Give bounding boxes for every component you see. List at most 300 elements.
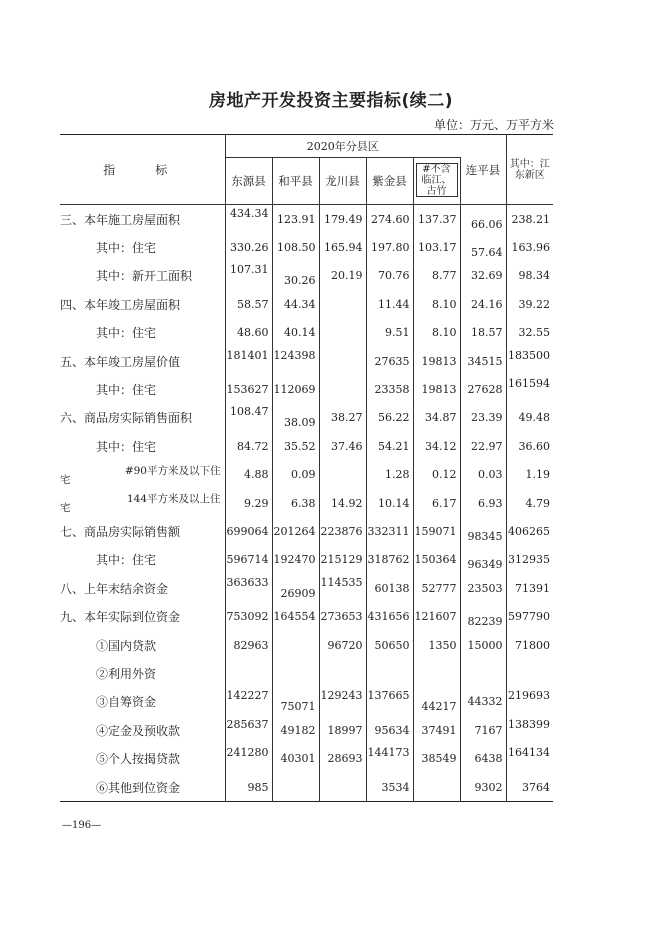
cell-value: 9.51 [385, 326, 410, 340]
column-header-heping: 和平县 [272, 158, 319, 205]
value-cell [413, 461, 460, 489]
value-cell [225, 290, 272, 318]
cell-value: 34.87 [425, 411, 457, 425]
value-cell [272, 489, 319, 517]
cell-value: 27635 [374, 354, 410, 368]
cell-value: 6.17 [432, 496, 457, 510]
value-cell [413, 773, 460, 802]
value-cell [460, 631, 506, 659]
value-cell [225, 375, 272, 403]
value-cell [506, 716, 553, 744]
row-label [60, 461, 225, 489]
page-title: 房地产开发投资主要指标(续二) [208, 91, 454, 111]
row-label-line-1: #90平方米及以下住 [124, 464, 221, 477]
value-cell [225, 602, 272, 630]
cell-value: 82963 [233, 638, 269, 652]
cell-value: 49.48 [518, 411, 550, 425]
table-row [60, 319, 553, 347]
value-cell [319, 262, 366, 290]
cell-value: 48.60 [237, 326, 269, 340]
value-cell [506, 375, 553, 403]
row-label: 八、上年末结余资金 [60, 574, 225, 602]
value-cell [319, 517, 366, 545]
value-cell [506, 461, 553, 489]
row-label: 其中：住宅 [60, 432, 225, 460]
page-number: —196— [62, 820, 102, 831]
cell-value: 22.97 [471, 439, 503, 453]
value-cell [366, 319, 413, 347]
value-cell [413, 205, 460, 234]
cell-value: 98345 [467, 529, 503, 543]
cell-value: 8.77 [432, 269, 457, 283]
value-cell [272, 432, 319, 460]
data-table [60, 134, 553, 802]
county-group-header: 2020年分县区 [225, 135, 460, 158]
cell-value: 18.57 [471, 326, 503, 340]
value-cell [272, 773, 319, 802]
row-label: 三、本年施工房屋面积 [60, 205, 225, 234]
value-cell [366, 262, 413, 290]
cell-value: 28693 [327, 752, 363, 766]
row-label: 七、商品房实际销售额 [60, 517, 225, 545]
value-cell [225, 233, 272, 261]
table-row [60, 347, 553, 375]
column-header-dongyuan: 东源县 [225, 158, 272, 205]
cell-value: 121607 [414, 610, 457, 624]
value-cell [413, 432, 460, 460]
cell-value: 34515 [467, 354, 503, 368]
value-cell [225, 347, 272, 375]
cell-value: 9.29 [244, 496, 269, 510]
value-cell [413, 404, 460, 432]
cell-value: 32.69 [471, 269, 503, 283]
value-cell [460, 489, 506, 517]
table-row [60, 517, 553, 545]
value-cell [506, 404, 553, 432]
row-label [60, 489, 225, 517]
table-row [60, 744, 553, 772]
value-cell [225, 461, 272, 489]
cell-value: 82239 [467, 615, 503, 629]
value-cell [506, 659, 553, 687]
cell-value: 241280 [226, 746, 269, 760]
value-cell [413, 602, 460, 630]
cell-value: 597790 [508, 610, 550, 624]
value-cell [460, 773, 506, 802]
cell-value: 0.12 [432, 468, 457, 482]
value-cell [506, 290, 553, 318]
table-row [60, 375, 553, 403]
cell-value: 6.38 [291, 496, 316, 510]
value-cell [225, 631, 272, 659]
value-cell [272, 631, 319, 659]
value-cell [413, 290, 460, 318]
cell-value: 431656 [367, 610, 410, 624]
cell-value: 312935 [508, 553, 550, 567]
cell-value: 75071 [280, 700, 316, 714]
cell-value: 95634 [374, 723, 410, 737]
cell-value: 10.14 [378, 496, 410, 510]
value-cell [225, 546, 272, 574]
cell-value: 37491 [421, 723, 457, 737]
column-header-longchuan: 龙川县 [319, 158, 366, 205]
cell-value: 38.27 [331, 411, 363, 425]
value-cell [319, 631, 366, 659]
cell-value: 8.10 [432, 326, 457, 340]
value-cell [413, 546, 460, 574]
value-cell [460, 659, 506, 687]
value-cell [460, 574, 506, 602]
value-cell [413, 319, 460, 347]
value-cell [413, 688, 460, 716]
cell-value: 112069 [273, 383, 316, 397]
value-cell [366, 659, 413, 687]
value-cell [319, 432, 366, 460]
value-cell [225, 659, 272, 687]
cell-value: 11.44 [378, 297, 410, 311]
row-label: ②利用外资 [60, 659, 225, 687]
value-cell [460, 347, 506, 375]
cell-value: 159071 [414, 524, 457, 538]
value-cell [413, 517, 460, 545]
value-cell [413, 233, 460, 261]
cell-value: 30.26 [284, 274, 316, 288]
value-cell [506, 546, 553, 574]
table-row [60, 688, 553, 716]
cell-value: 596714 [226, 553, 269, 567]
value-cell [366, 744, 413, 772]
value-cell [319, 489, 366, 517]
table-row [60, 461, 553, 489]
cell-value: 0.03 [478, 468, 503, 482]
cell-value: 238.21 [511, 212, 550, 226]
value-cell [413, 347, 460, 375]
cell-value: 26909 [280, 586, 316, 600]
cell-value: 1.28 [385, 468, 410, 482]
value-cell [460, 404, 506, 432]
cell-value: 9302 [474, 780, 503, 794]
value-cell [460, 546, 506, 574]
column-header-lianping: 连平县 [460, 135, 506, 205]
row-label: ④定金及预收款 [60, 716, 225, 744]
cell-value: 124398 [273, 348, 316, 362]
cell-value: 57.64 [471, 246, 503, 260]
value-cell [366, 688, 413, 716]
cell-value: 37.46 [331, 439, 363, 453]
cell-value: 96349 [467, 558, 503, 572]
cell-value: 24.16 [471, 297, 503, 311]
cell-value: 103.17 [418, 241, 457, 255]
cell-value: 39.22 [518, 297, 550, 311]
cell-value: 129243 [320, 689, 363, 703]
value-cell [272, 262, 319, 290]
table-body [60, 205, 553, 802]
cell-value: 197.80 [371, 241, 410, 255]
value-cell [225, 205, 272, 234]
value-cell [272, 461, 319, 489]
column-header-jiangdong-text: 其中：江东新区 [509, 158, 550, 181]
cell-value: 23358 [374, 383, 410, 397]
value-cell [506, 574, 553, 602]
value-cell [319, 375, 366, 403]
row-label: 四、本年竣工房屋面积 [60, 290, 225, 318]
cell-value: 137.37 [418, 212, 457, 226]
data-table-container [60, 134, 553, 802]
value-cell [413, 375, 460, 403]
value-cell [366, 773, 413, 802]
table-row [60, 233, 553, 261]
value-cell [272, 546, 319, 574]
cell-value: 14.92 [331, 496, 363, 510]
cell-value: 318762 [367, 553, 410, 567]
cell-value: 181401 [226, 348, 269, 362]
value-cell [366, 432, 413, 460]
value-cell [319, 602, 366, 630]
cell-value: 434.34 [230, 206, 269, 220]
value-cell [225, 404, 272, 432]
cell-value: 0.09 [291, 468, 316, 482]
row-label: 其中：住宅 [60, 233, 225, 261]
row-label: 其中：新开工面积 [60, 262, 225, 290]
cell-value: 71800 [515, 638, 550, 652]
cell-value: 38549 [421, 752, 457, 766]
value-cell [413, 659, 460, 687]
cell-value: 40.14 [284, 326, 316, 340]
value-cell [366, 631, 413, 659]
value-cell [506, 489, 553, 517]
cell-value: 285637 [226, 717, 269, 731]
value-cell [319, 546, 366, 574]
cell-value: 406265 [508, 524, 550, 538]
cell-value: 161594 [508, 377, 550, 391]
cell-value: 19813 [421, 383, 457, 397]
value-cell [225, 517, 272, 545]
value-cell [460, 233, 506, 261]
cell-value: 985 [247, 780, 269, 794]
header-row-1 [60, 135, 553, 158]
table-row [60, 262, 553, 290]
cell-value: 54.21 [378, 439, 410, 453]
value-cell [506, 233, 553, 261]
cell-value: 183500 [508, 348, 550, 362]
value-cell [319, 461, 366, 489]
cell-value: 138399 [508, 717, 550, 731]
table-row [60, 205, 553, 234]
cell-value: 15000 [467, 638, 503, 652]
value-cell [225, 489, 272, 517]
cell-value: 142227 [226, 689, 269, 703]
row-label: 九、本年实际到位资金 [60, 602, 225, 630]
value-cell [366, 461, 413, 489]
cell-value: 164554 [273, 610, 316, 624]
cell-value: 34.12 [425, 439, 457, 453]
row-label-line-1: 144平方米及以上住 [126, 492, 221, 505]
value-cell [319, 688, 366, 716]
value-cell [272, 688, 319, 716]
value-cell [506, 205, 553, 234]
row-label-line-2: 宅 [60, 502, 71, 515]
unit-note: 单位：万元、万平方米 [433, 118, 554, 132]
value-cell [413, 631, 460, 659]
cell-value: 3764 [522, 780, 550, 794]
table-row [60, 716, 553, 744]
cell-value: 19813 [421, 354, 457, 368]
value-cell [366, 347, 413, 375]
table-row [60, 659, 553, 687]
row-label: 六、商品房实际销售面积 [60, 404, 225, 432]
value-cell [460, 205, 506, 234]
value-cell [366, 489, 413, 517]
table-row [60, 432, 553, 460]
cell-value: 150364 [414, 553, 457, 567]
value-cell [460, 290, 506, 318]
cell-value: 215129 [320, 553, 363, 567]
cell-value: 52777 [421, 581, 457, 595]
value-cell [506, 631, 553, 659]
table-row [60, 404, 553, 432]
value-cell [272, 375, 319, 403]
value-cell [366, 290, 413, 318]
cell-value: 40301 [280, 752, 316, 766]
value-cell [225, 262, 272, 290]
cell-value: 153627 [226, 383, 269, 397]
cell-value: 7167 [474, 723, 503, 737]
cell-value: 44332 [467, 695, 503, 709]
cell-value: 58.57 [237, 297, 269, 311]
value-cell [506, 517, 553, 545]
value-cell [460, 461, 506, 489]
value-cell [506, 432, 553, 460]
row-label: 其中：住宅 [60, 546, 225, 574]
cell-value: 96720 [327, 638, 363, 652]
value-cell [366, 205, 413, 234]
value-cell [272, 290, 319, 318]
value-cell [319, 205, 366, 234]
cell-value: 274.60 [371, 212, 410, 226]
cell-value: 3534 [381, 780, 410, 794]
value-cell [506, 602, 553, 630]
value-cell [366, 546, 413, 574]
value-cell [413, 489, 460, 517]
cell-value: 273653 [320, 610, 363, 624]
cell-value: 330.26 [230, 241, 269, 255]
value-cell [366, 574, 413, 602]
value-cell [413, 716, 460, 744]
value-cell [413, 744, 460, 772]
value-cell [272, 602, 319, 630]
cell-value: 108.47 [230, 405, 269, 419]
cell-value: 108.50 [277, 241, 316, 255]
cell-value: 23503 [467, 581, 503, 595]
cell-value: 23.39 [471, 411, 503, 425]
cell-value: 192470 [273, 553, 316, 567]
value-cell [319, 233, 366, 261]
cell-value: 144173 [367, 746, 410, 760]
cell-value: 18997 [327, 723, 363, 737]
row-label: 五、本年竣工房屋价值 [60, 347, 225, 375]
value-cell [506, 262, 553, 290]
cell-value: 6.93 [478, 496, 503, 510]
cell-value: 137665 [367, 689, 410, 703]
value-cell [272, 205, 319, 234]
value-cell [272, 319, 319, 347]
value-cell [225, 688, 272, 716]
value-cell [319, 773, 366, 802]
value-cell [319, 716, 366, 744]
cell-value: 4.88 [244, 468, 269, 482]
value-cell [460, 688, 506, 716]
value-cell [225, 432, 272, 460]
cell-value: 1.19 [525, 468, 550, 482]
cell-value: 753092 [226, 610, 269, 624]
cell-value: 201264 [273, 524, 316, 538]
value-cell [272, 744, 319, 772]
cell-value: 50650 [374, 638, 410, 652]
cell-value: 107.31 [230, 263, 269, 277]
table-row [60, 773, 553, 802]
value-cell [319, 319, 366, 347]
table-row [60, 602, 553, 630]
cell-value: 66.06 [471, 217, 503, 231]
row-label: ⑤个人按揭贷款 [60, 744, 225, 772]
cell-value: 44217 [421, 700, 457, 714]
value-cell [413, 262, 460, 290]
value-cell [460, 517, 506, 545]
value-cell [272, 716, 319, 744]
value-cell [319, 744, 366, 772]
cell-value: 8.10 [432, 297, 457, 311]
cell-value: 332311 [367, 524, 410, 538]
cell-value: 164134 [508, 746, 550, 760]
value-cell [366, 517, 413, 545]
value-cell [272, 574, 319, 602]
column-header-zijin: 紫金县 [366, 158, 413, 205]
value-cell [506, 688, 553, 716]
value-cell [319, 404, 366, 432]
cell-value: 70.76 [378, 269, 410, 283]
value-cell [366, 716, 413, 744]
cell-value: 27628 [467, 383, 503, 397]
cell-value: 165.94 [324, 241, 363, 255]
indicator-header: 指 标 [60, 135, 225, 205]
table-row [60, 489, 553, 517]
value-cell [319, 659, 366, 687]
value-cell [413, 574, 460, 602]
row-label: ①国内贷款 [60, 631, 225, 659]
value-cell [506, 744, 553, 772]
cell-value: 179.49 [324, 212, 363, 226]
table-row [60, 574, 553, 602]
value-cell [460, 602, 506, 630]
cell-value: 71391 [515, 581, 550, 595]
cell-value: 1350 [428, 638, 457, 652]
value-cell [366, 233, 413, 261]
value-cell [366, 602, 413, 630]
value-cell [319, 574, 366, 602]
value-cell [319, 290, 366, 318]
row-label: 其中：住宅 [60, 375, 225, 403]
value-cell [366, 404, 413, 432]
value-cell [460, 319, 506, 347]
cell-value: 6438 [474, 752, 503, 766]
table-row [60, 546, 553, 574]
value-cell [272, 233, 319, 261]
cell-value: 114535 [320, 575, 363, 589]
cell-value: 699064 [226, 524, 269, 538]
cell-value: 84.72 [237, 439, 269, 453]
cell-value: 163.96 [511, 241, 550, 255]
value-cell [460, 716, 506, 744]
